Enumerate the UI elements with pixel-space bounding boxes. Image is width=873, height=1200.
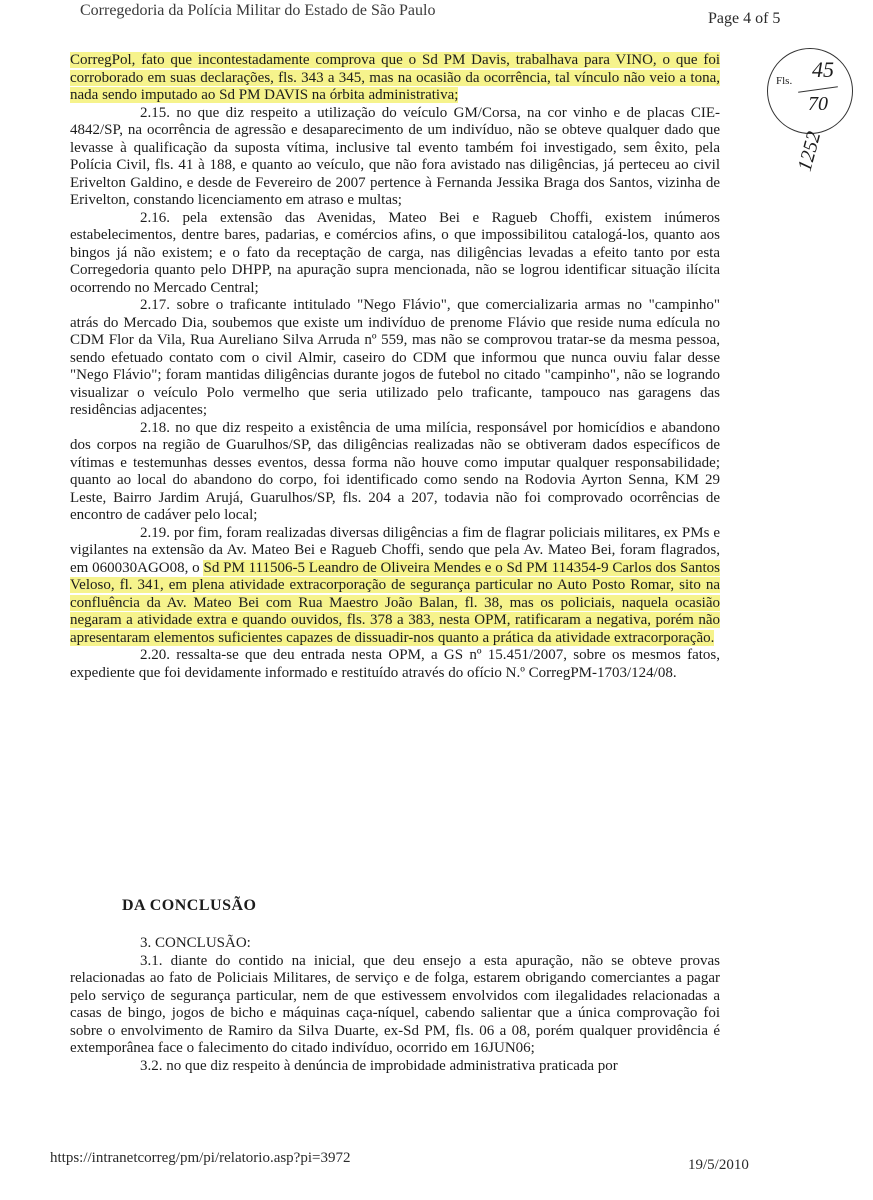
- footer-date: 19/5/2010: [688, 1157, 749, 1173]
- folio-stamp-label: Fls.: [776, 75, 793, 87]
- conclusion-body: [70, 935, 720, 1075]
- handwritten-rubric: 1252: [793, 129, 826, 174]
- highlighted-text: CorregPol, fato que incontestadamente comprova que o Sd PM Davis, trabalhava para VINO, o que foi corroborado em suas declarações, fls. 343 a 345, mas na ocasião da ocorrência, tal vínculo não veio a tona, nada sendo imputado ao Sd PM DAVIS na órbita administrativa;: [70, 52, 720, 103]
- folio-divider: [798, 86, 838, 93]
- folio-number-top: 45: [812, 57, 834, 82]
- paragraph-2-17: 2.17. sobre o traficante intitulado "Nego Flávio", que comercializaria armas no "campinho" atrás do Mercado Dia, soubemos que existe um indivíduo de prenome Flávio que reside numa edícula no CDM Flor da Vila, Rua Aureliano Silva Arruda nº 559, mas não se comprovou tratar-se da mesma pessoa, sendo efetuado contato com o civil Almir, caseiro do CDM que informou que nunca ouviu falar desse "Nego Flávio"; foram mantidas diligências durante jogos de futebol no citado "campinho", não se logrando visualizar o veículo Polo vermelho que seria utilizado pelo traficante, tampouco nas garagens das residências adjacentes;: [70, 297, 720, 418]
- section-heading: DA CONCLUSÃO: [122, 897, 257, 914]
- conclusion-subheading: 3. CONCLUSÃO:: [140, 935, 251, 951]
- page-number: Page 4 of 5: [708, 10, 781, 27]
- paragraph-intro: [70, 52, 720, 105]
- document-body: [70, 52, 720, 682]
- folio-stamp: [767, 48, 853, 134]
- paragraph-2-20: 2.20. ressalta-se que deu entrada nesta OPM, a GS nº 15.451/2007, sobre os mesmos fatos, expediente que foi devidamente informado e restituído através do ofício N.º CorregPM-1703/124/08.: [70, 647, 720, 681]
- footer-url: https://intranetcorreg/pm/pi/relatorio.asp?pi=3972: [50, 1150, 351, 1166]
- paragraph-2-19-text: 2.19. por fim, foram realizadas diversas diligências a fim de flagrar policiais militares, ex PMs e vigilantes na extensão da Av. Mateo Bei e Ragueb Choffi, sendo que pela Av. Mateo Bei, foram flagrados, em 060030AGO08, o: [70, 524, 720, 576]
- paragraph-2-16: 2.16. pela extensão das Avenidas, Mateo Bei e Ragueb Choffi, existem inúmeros estabelecimentos, dentre bares, padarias, e comércios afins, o que impossibilitou catalogá-los, quanto aos bingos já não existem; e o fato da receptação de carga, nas diligências levadas a efeito tanto por esta Corregedoria quanto pelo DHPP, na apuração supra mencionada, não se logrou identificar situação ilícita ocorrendo no Mercado Central;: [70, 209, 720, 296]
- paragraph-3-1: 3.1. diante do contido na inicial, que deu ensejo a esta apuração, não se obteve provas relacionadas ao fato de Policiais Militares, de serviço e de folga, estarem obrigando comerciantes a pagar pelo serviço de segurança particular, nem de que estivessem envolvidos com ilegalidades relacionadas a casas de bingo, jogos de bicho e máquinas caça-níquel, cabendo salientar que a única comprovação foi sobre o envolvimento de Ramiro da Silva Duarte, ex-Sd PM, fls. 06 a 08, porém qualquer providência é extemporânea face o falecimento do citado indivíduo, ocorrido em 16JUN06;: [70, 952, 720, 1056]
- paragraph-3-2: 3.2. no que diz respeito à denúncia de improbidade administrativa praticada por: [140, 1057, 618, 1074]
- folio-number-bottom: 70: [808, 93, 828, 115]
- document-header-title: Corregedoria da Polícia Militar do Estado de São Paulo: [80, 2, 436, 19]
- paragraph-2-19: [70, 525, 720, 648]
- paragraph-2-15: 2.15. no que diz respeito a utilização do veículo GM/Corsa, na cor vinho e de placas CIE-4842/SP, na ocorrência de agressão e desaparecimento de um indivíduo, não se obteve qualquer dado que levasse à qualificação da suposta vítima, inclusive tal evento também foi investigado, sem êxito, pela Polícia Civil, fls. 41 à 188, e quanto ao veículo, que não fora avistado nas diligências, já perteceu ao civil Erivelton Galdino, e desde de Fevereiro de 2007 pertence à Fernanda Jessika Braga dos Santos, vizinha de Erivelton, constando licenciamento em atraso e multas;: [70, 104, 720, 208]
- highlighted-text: Sd PM 111506-5 Leandro de Oliveira Mendes e o Sd PM 114354-9 Carlos dos Santos Veloso, fl. 341, em plena atividade extracorporação de segurança particular no Auto Posto Romar, sito na confluência da Av. Mateo Bei com Rua Maestro João Balan, fl. 38, mas os policiais, naquela ocasião negaram a atividade extra e quando ouvidos, fls. 378 a 383, nesta OPM, ratificaram a negativa, porém não apresentaram elementos suficientes capazes de dissuadir-nos quanto a prática da atividade extracorporação.: [70, 559, 720, 646]
- paragraph-2-18: 2.18. no que diz respeito a existência de uma milícia, responsável por homicídios e abandono dos corpos na região de Guarulhos/SP, das diligências realizadas não se obtiveram dados específicos de vítimas e testemunhas desses eventos, dessa forma não houve como imputar qualquer responsabilidade; quanto ao local do abandono do corpo, foi identificado como sendo na Rodovia Ayrton Senna, KM 29 Leste, Bairro Jardim Arujá, Guarulhos/SP, fls. 204 a 207, todavia não foi comprovado ocorrências de encontro de cadáver pelo local;: [70, 419, 720, 523]
